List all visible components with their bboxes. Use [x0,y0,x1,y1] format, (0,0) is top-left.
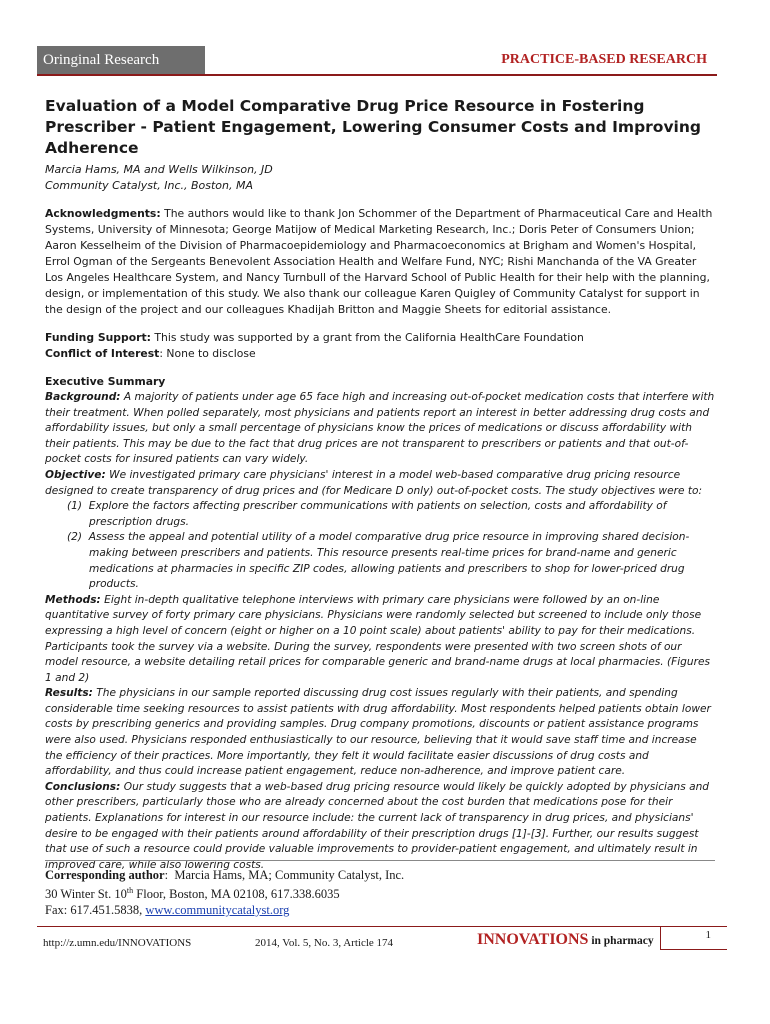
coi-text: : None to disclose [159,347,256,360]
corresponding-author-label: Corresponding author [45,868,165,882]
journal-brand [477,931,654,949]
methods-paragraph [45,593,715,687]
conclusions-text: Our study suggests that a web-based drug pricing resource would likely be quickly adopted by physicians and other prescribers, particularly those who are already concerned about the cost burden that medications pose for their patients. Explanations for interest in our resource include: the current lack of transparency in drug prices, and physicians' desire to be engaged with their patients around affordability of their prescription drugs [1]-[3]. Further, our results suggest that use of such a resource could provide valuable improvements to provider-patient engagement, and ultimately result in improved care, while also lowering costs. [45,780,710,871]
objective-item-text: Assess the appeal and potential utility of a model comparative drug price resource in improving shared decision-making between prescribers and patients. This resource presents real-time prices for brand-name and generic medications at pharmacies in specific ZIP codes, allowing patients and prescribers to shop for lower-priced drug products. [88,531,690,591]
acknowledgments-text: The authors would like to thank Jon Schommer of the Department of Pharmaceutical Care and Health Systems, University of Minnesota; George Matijow of Medical Marketing Research, Inc.; Doris Peter of Consumers Union; Aaron Kesselheim of the Division of Pharmacoepidemiology and Pharmacoeconomics at Brigham and Women's Hospital, Errol Ogman of the Sergeants Benevolent Association Health and Welfare Fund, NYC; Rishi Manchanda of the VA Greater Los Angeles Healthcare System, and Nancy Turnbull of the Harvard School of Public Health for their help with the planning, design, or implementation of this study. We also thank our colleague Karen Quigley of Community Catalyst for support in the design of the project and our colleagues Khadijah Britton and Maggie Sheets for editorial assistance. [45,207,713,316]
methods-label: Methods: [45,593,101,606]
acknowledgments [45,206,715,318]
footer-url[interactable]: http://z.umn.edu/INNOVATIONS [43,937,192,949]
page-number-box [660,927,727,950]
objective-number: (1) [67,500,83,513]
funding-support [45,330,715,346]
website-link[interactable]: www.communitycatalyst.org [145,903,290,918]
article-authors: Marcia Hams, MA and Wells Wilkinson, JD [45,163,273,176]
funding-text: This study was supported by a grant from the California HealthCare Foundation [154,331,584,344]
page-footer [37,926,727,957]
results-text: The physicians in our sample reported discussing drug cost issues regularly with their patients, and spending considerable time seeking resources to assist patients with drug affordability. Most respondents helped patients obtain lower costs by prescribing generics and providing samples. Drug company promotions, discounts or patient assistance programs were also used. Physicians responded enthusiastically to our resource, believing that it would save staff time and increase the efficiency of their practices. More importantly, they felt it would facilitate easier discussions of drug costs and affordability, and thus could increase patient engagement, reduce non-adherence, and improve patient care. [45,687,711,778]
address-superscript: th [126,886,134,895]
objective-item-text: Explore the factors affecting prescriber communications with patients on selection, costs and affordability of prescription drugs. [88,500,667,528]
fax-text: Fax: 617.451.5838, [45,903,146,918]
methods-text: Eight in-depth qualitative telephone interviews with primary care physicians were followed by an on-line quantitative survey of forty primary care physicians. Physicians were randomly selected but screened to include only those expressing a high level of concern (eight or higher on a 10 point scale) about patients' ability to pay for their medications. Participants took the survey via a website. During the survey, respondents were presented with two screen shots of our model resource, a website detailing retail prices for comparable generic and brand-name drugs at local pharmacies. (Figures 1 and 2) [45,593,710,684]
corresponding-fax [45,902,715,918]
corresponding-author-name: Marcia Hams, MA; Community Catalyst, Inc. [174,868,405,882]
results-paragraph [45,686,715,780]
brand-suffix: in pharmacy [588,935,654,947]
objective-text: We investigated primary care physicians' interest in a model web-based comparative drug pricing resource designed to create transparency of drug prices and (for Medicare D only) out-of-pocket costs. The study objectives were to: [45,468,703,497]
acknowledgments-label: Acknowledgments: [45,207,161,220]
background-label: Background: [45,391,121,403]
results-label: Results: [45,687,93,700]
background-text: A majority of patients under age 65 face high and increasing out-of-pocket medication costs that interfere with their treatment. When polled separately, most physicians and patients report an interest in better addressing drug costs and affordability issues, but only a small percentage of physicians know the prices of medications or discuss affordability with their patients. This may be due to the fact that drug prices are not transparent to prescribers or patients and that out-of-pocket costs for insured patients can vary widely. [45,391,715,466]
article-title: Evaluation of a Model Comparative Drug Price Resource in Fostering Prescriber - Patient Engagement, Lowering Consumer Costs and Improving Adherence [45,97,702,157]
list-item [45,499,715,530]
article-content [45,96,715,873]
page-number: 1 [705,929,711,941]
funding-label: Funding Support: [45,331,151,344]
list-item [45,530,715,592]
background-paragraph [45,390,715,468]
objective-number: (2) [67,531,83,544]
address-text: 30 Winter St. 10 [45,887,127,902]
corresponding-address [45,883,715,902]
objectives-list [45,499,715,593]
objective-paragraph [45,468,715,499]
section-category: PRACTICE-BASED RESEARCH [501,52,707,67]
executive-summary-heading: Executive Summary [45,375,166,388]
section-label: Oringinal Research [37,46,205,74]
conflict-of-interest [45,346,715,362]
footer-citation: 2014, Vol. 5, No. 3, Article 174 [255,937,394,949]
article-affiliation: Community Catalyst, Inc., Boston, MA [45,179,254,192]
coi-label: Conflict of Interest [45,347,160,360]
brand-name: INNOVATIONS [477,931,589,948]
objective-label: Objective: [45,468,106,481]
corresponding-author-block [45,860,715,918]
corresponding-author-line: Corresponding author: Marcia Hams, MA; Community Catalyst, Inc. [45,868,405,882]
address-text-rest: Floor, Boston, MA 02108, 617.338.6035 [133,887,340,902]
conclusions-label: Conclusions: [45,780,121,793]
journal-header-bar [37,46,717,76]
